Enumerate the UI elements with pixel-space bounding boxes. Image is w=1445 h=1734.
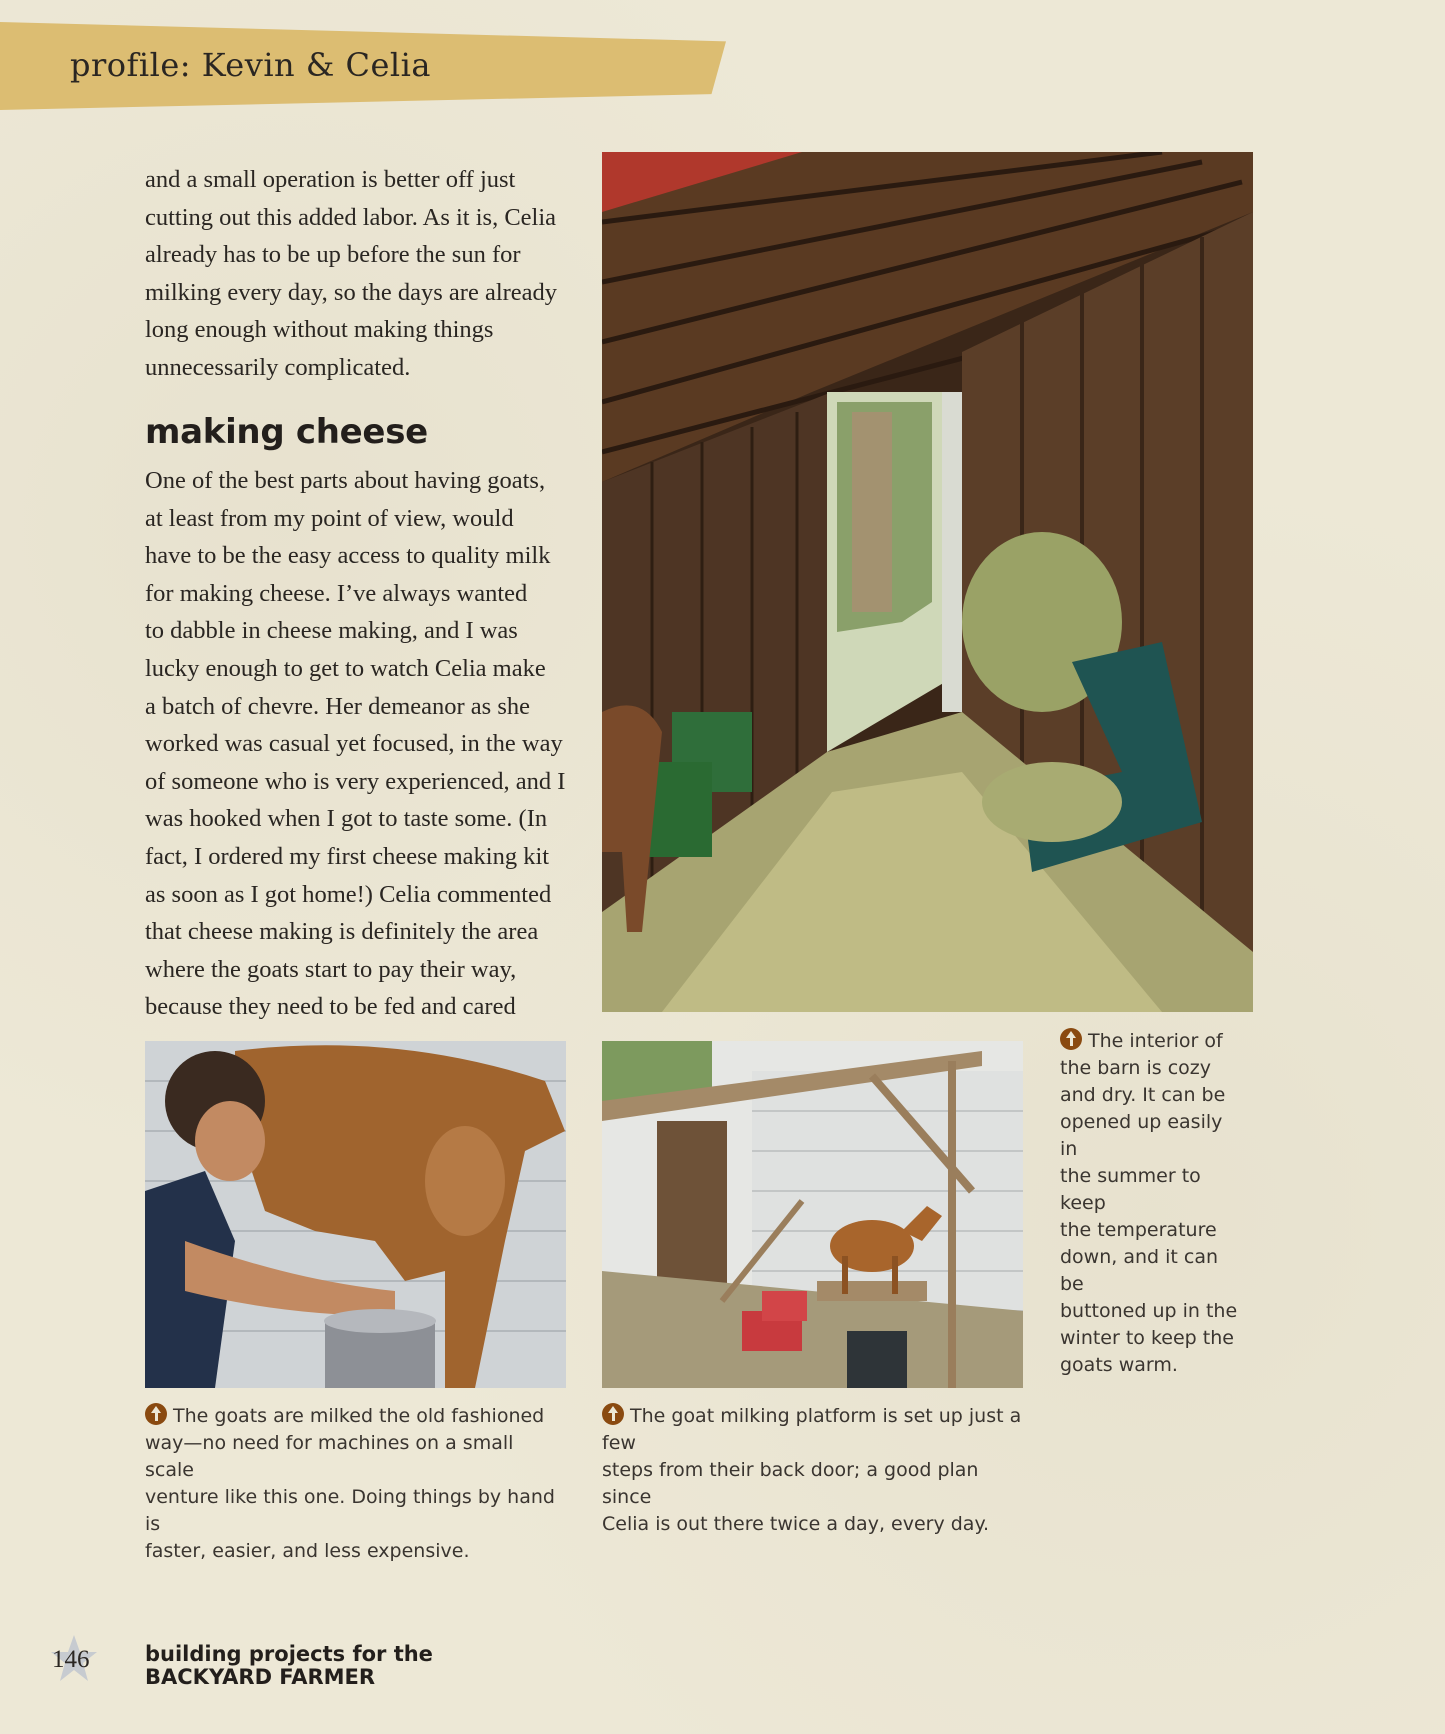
text-line: to dabble in cheese making, and I was (145, 617, 518, 645)
text-line: already has to be up before the sun for (145, 241, 521, 269)
up-arrow-circle-icon (1060, 1028, 1082, 1050)
text-line: long enough without making things (145, 316, 494, 344)
caption-line: Celia is out there twice a day, every day. (602, 1513, 990, 1535)
text-line: unnecessarily complicated. (145, 353, 411, 381)
text-line: lucky enough to get to watch Celia make (145, 654, 546, 682)
caption-line: buttoned up in the (1060, 1300, 1238, 1322)
caption-line: the temperature (1060, 1219, 1217, 1241)
text-line: of someone who is very experienced, and I (145, 767, 566, 795)
caption-line: The goat milking platform is set up just a few (602, 1405, 1022, 1454)
text-line: where the goats start to pay their way, (145, 955, 517, 983)
caption-line: the barn is cozy (1060, 1057, 1211, 1079)
caption-line: venture like this one. Doing things by hand is (145, 1486, 555, 1535)
milking-platform-photo (602, 1041, 1023, 1388)
caption-line: steps from their back door; a good plan since (602, 1459, 979, 1508)
text-line: have to be the easy access to quality milk (145, 542, 551, 570)
text-line: fact, I ordered my first cheese making kit (145, 842, 550, 870)
text-line: that cheese making is definitely the area (145, 918, 539, 946)
text-line: for making cheese. I’ve always wanted (145, 579, 528, 607)
book-title-line: building projects for the (145, 1642, 433, 1666)
barn-interior-photo (602, 152, 1253, 1012)
caption-line: down, and it can be (1060, 1246, 1219, 1295)
caption-line: and dry. It can be (1060, 1084, 1226, 1106)
barn-caption (1060, 1028, 1245, 1379)
text-line: cutting out this added labor. As it is, Celia (145, 203, 557, 231)
book-title (145, 1643, 433, 1689)
caption-line: The goats are milked the old fashioned (145, 1403, 565, 1430)
up-arrow-circle-icon (145, 1403, 167, 1425)
caption-line: goats warm. (1060, 1354, 1178, 1376)
text-line: worked was casual yet focused, in the way (145, 730, 563, 758)
caption-line: The interior of (1060, 1028, 1245, 1055)
caption-line: opened up easily in (1060, 1111, 1223, 1160)
page-number: 146 (52, 1646, 90, 1673)
text-line: as soon as I got home!) Celia commented (145, 880, 552, 908)
platform-caption (602, 1403, 1022, 1538)
profile-title: profile: Kevin & Celia (70, 46, 431, 84)
text-line: and a small operation is better off just (145, 166, 516, 193)
text-line: a batch of chevre. Her demeanor as she (145, 692, 531, 720)
milking-photo (145, 1041, 566, 1388)
text-line: because they need to be fed and cared (145, 993, 516, 1021)
book-title-line: BACKYARD FARMER (145, 1665, 376, 1689)
up-arrow-circle-icon (602, 1403, 624, 1425)
text-line: at least from my point of view, would (145, 504, 514, 532)
caption-line: faster, easier, and less expensive. (145, 1540, 470, 1562)
caption-line: winter to keep the (1060, 1327, 1234, 1349)
section-heading: making cheese (145, 412, 428, 452)
caption-line: way—no need for machines on a small scale (145, 1432, 514, 1481)
milking-caption (145, 1403, 565, 1565)
caption-line: the summer to keep (1060, 1165, 1201, 1214)
paragraph-1 (145, 161, 575, 387)
paragraph-2 (145, 462, 575, 1026)
text-line: milking every day, so the days are already (145, 278, 558, 306)
text-line: One of the best parts about having goats, (145, 467, 546, 494)
text-line: was hooked when I got to taste some. (In (145, 805, 548, 833)
